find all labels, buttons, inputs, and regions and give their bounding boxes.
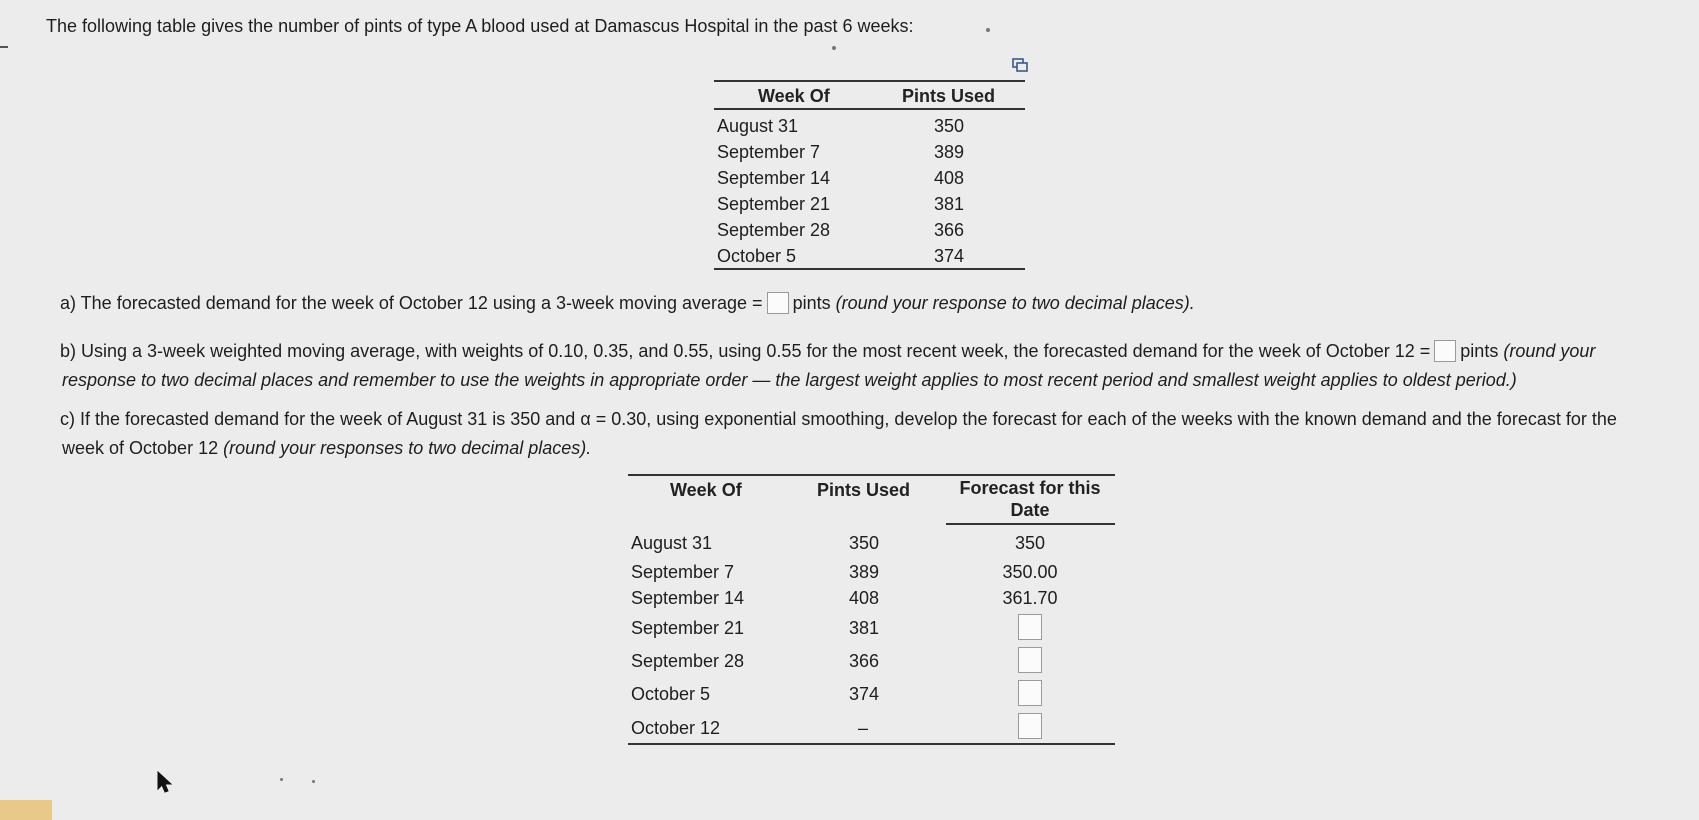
question-b-prefix: b) Using a 3-week weighted moving average, with weights of 0.10, 0.35, and 0.55, using 0.55 for the most recent week, the forecasted demand for the week of October 12 = (60, 341, 1431, 361)
question-b-suffix: pints (1460, 341, 1499, 361)
forecast-sep21-input[interactable] (1018, 614, 1042, 640)
table2-week: September 21 (631, 618, 745, 638)
intro-text: The following table gives the number of pints of type A blood used at Damascus Hospital in the past 6 weeks: (46, 16, 914, 36)
table1-pints: 350 (934, 116, 965, 136)
question-a-suffix: pints (792, 293, 831, 313)
forecast-oct12-input[interactable] (1018, 713, 1042, 739)
table1-week: September 7 (717, 142, 821, 162)
question-c-text: week of October 12 (62, 438, 219, 458)
question-c-note: (round your responses to two decimal places). (223, 438, 592, 458)
table2-pints: – (858, 718, 869, 738)
table2-week: October 5 (631, 684, 711, 704)
question-a (60, 289, 1195, 317)
table1-week: September 21 (717, 194, 831, 214)
question-b-note1: (round your (1503, 341, 1596, 361)
table2-week: September 14 (631, 588, 745, 608)
table2-pints: 366 (849, 651, 880, 671)
question-c-line2 (62, 434, 591, 462)
table2-pints: 350 (849, 533, 880, 553)
table1-header-pints: Pints Used (902, 86, 996, 106)
answer-b-input[interactable] (1434, 340, 1456, 362)
table1-pints: 389 (934, 142, 965, 162)
question-b-note2: response to two decimal places and remember to use the weights in appropriate order — the largest weight applies to most recent period and smallest weight applies to oldest period.) (62, 370, 1517, 390)
question-b-line1 (60, 337, 1595, 365)
table2-forecast: 350 (1014, 533, 1046, 553)
table2-header-week: Week Of (670, 480, 742, 500)
corner-tab (0, 800, 52, 820)
table2-header-pints: Pints Used (817, 480, 911, 500)
table1-header-week: Week Of (758, 86, 830, 106)
table2-forecast: 350.00 (1002, 562, 1058, 582)
table1-week: August 31 (717, 116, 799, 136)
mouse-pointer-icon (156, 770, 176, 794)
table2-pints: 374 (849, 684, 880, 704)
question-a-note: (round your response to two decimal places). (835, 293, 1195, 313)
table1-pints: 381 (934, 194, 965, 214)
table2-header-forecast: Forecast for this (959, 478, 1101, 498)
question-c-line1: c) If the forecasted demand for the week of August 31 is 350 and α = 0.30, using exponential smoothing, develop the forecast for each of the weeks with the known demand and the forecast for the (60, 409, 1617, 429)
table1-pints: 374 (934, 246, 965, 266)
stray-dot (986, 28, 990, 32)
table2-week: September 28 (631, 651, 745, 671)
question-b-line2 (62, 366, 1517, 394)
table1-pints: 408 (934, 168, 965, 188)
table2-week: September 7 (631, 562, 735, 582)
answer-a-input[interactable] (767, 292, 789, 314)
table2-pints: 408 (849, 588, 880, 608)
stray-dot (280, 778, 283, 781)
question-a-prefix: a) The forecasted demand for the week of October 12 using a 3-week moving average = (60, 293, 763, 313)
table2-week: August 31 (631, 533, 713, 553)
table2-pints: 381 (849, 618, 880, 638)
table1-pints: 366 (934, 220, 965, 240)
forecast-oct5-input[interactable] (1018, 680, 1042, 706)
stray-dot (312, 780, 315, 783)
copy-icon[interactable] (1012, 58, 1028, 72)
table1-week: October 5 (717, 246, 797, 266)
forecast-sep28-input[interactable] (1018, 647, 1042, 673)
table2-forecast: 361.70 (1002, 588, 1058, 608)
left-edge-mark (0, 46, 8, 48)
table1-week: September 14 (717, 168, 831, 188)
stray-dot (832, 46, 836, 50)
table1-week: September 28 (717, 220, 831, 240)
table2-week: October 12 (631, 718, 721, 738)
table2-header-date: Date (1010, 500, 1050, 520)
table2-pints: 389 (849, 562, 880, 582)
